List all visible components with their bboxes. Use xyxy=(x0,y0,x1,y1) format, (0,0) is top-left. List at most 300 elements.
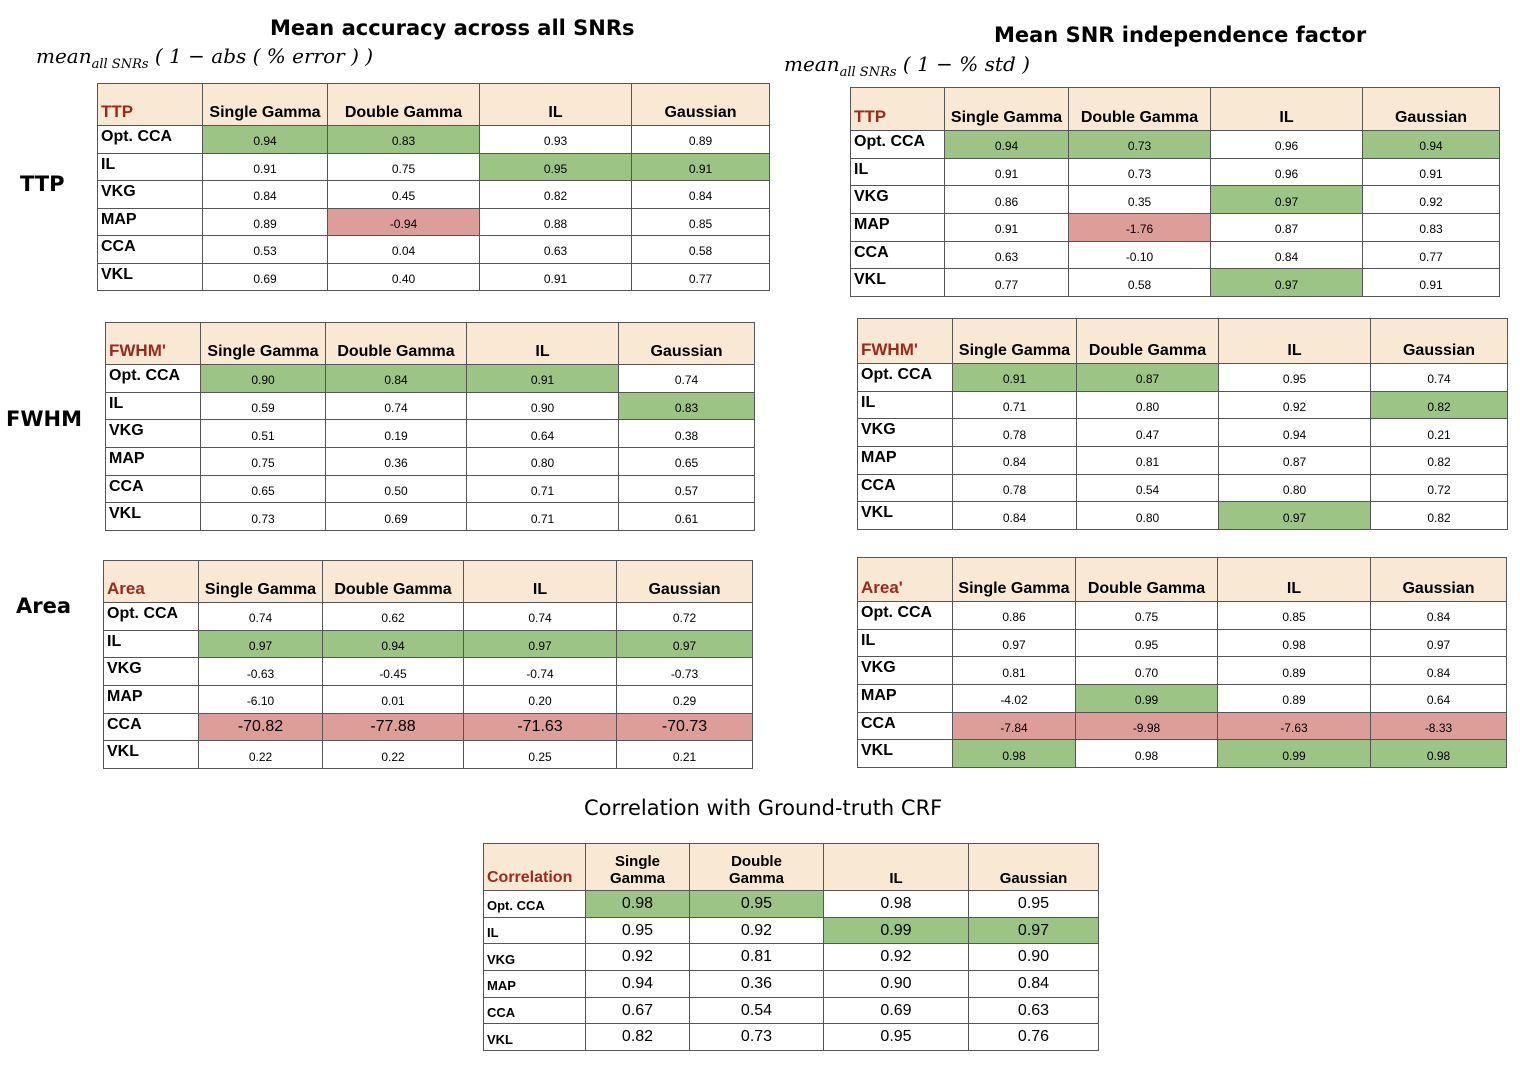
column-header-single-gamma: Single Gamma xyxy=(953,558,1076,602)
value-cell: 0.95 xyxy=(969,891,1099,918)
value-cell: 0.63 xyxy=(945,241,1069,269)
value-cell: 0.84 xyxy=(326,365,467,393)
value-cell: 0.94 xyxy=(586,971,690,998)
value-cell: -77.88 xyxy=(323,713,464,741)
value-cell: -70.73 xyxy=(617,713,753,741)
value-cell: 0.74 xyxy=(199,603,323,631)
value-cell: 0.84 xyxy=(632,181,770,209)
value-cell: 0.73 xyxy=(690,1024,824,1051)
column-header-il: IL xyxy=(480,84,632,126)
value-cell: 0.97 xyxy=(1211,269,1363,297)
column-header-gaussian: Gaussian xyxy=(1363,88,1500,131)
column-header-il: IL xyxy=(1211,88,1363,131)
value-cell: 0.91 xyxy=(632,153,770,181)
value-cell: 0.82 xyxy=(480,181,632,209)
value-cell: 0.80 xyxy=(1077,391,1219,419)
section-label-fwhm: FWHM xyxy=(6,407,82,431)
table-ttp-accuracy xyxy=(97,83,770,291)
table-header-row xyxy=(484,844,1099,891)
value-cell: 0.57 xyxy=(619,475,755,503)
table-header-row xyxy=(851,88,1500,131)
value-cell: 0.90 xyxy=(824,971,969,998)
value-cell: 0.98 xyxy=(1076,740,1218,768)
value-cell: 0.92 xyxy=(1363,186,1500,214)
column-header-single-gamma: Single Gamma xyxy=(586,844,690,891)
value-cell: 0.74 xyxy=(1371,364,1508,392)
value-cell: 0.65 xyxy=(201,475,326,503)
row-label-vkg: VKG xyxy=(104,658,199,686)
value-cell: 0.75 xyxy=(328,153,480,181)
value-cell: 0.47 xyxy=(1077,419,1219,447)
value-cell: -0.74 xyxy=(464,658,617,686)
table-fwhm-accuracy xyxy=(105,322,755,531)
column-header-il: IL xyxy=(1218,558,1371,602)
value-cell: 0.77 xyxy=(1363,241,1500,269)
value-cell: -7.63 xyxy=(1218,712,1371,740)
value-cell: 0.71 xyxy=(467,503,619,531)
table-row xyxy=(858,364,1508,392)
value-cell: 0.91 xyxy=(203,153,328,181)
formula-accuracy-rest: ( 1 − abs ( % error ) ) xyxy=(154,44,374,68)
value-cell: 0.45 xyxy=(328,181,480,209)
value-cell: -0.94 xyxy=(328,208,480,236)
value-cell: 0.85 xyxy=(1218,602,1371,630)
value-cell: 0.86 xyxy=(953,602,1076,630)
value-cell: 0.54 xyxy=(1077,474,1219,502)
row-label-cca: CCA xyxy=(106,475,201,503)
value-cell: 0.04 xyxy=(328,236,480,264)
table-correlation xyxy=(483,843,1099,1051)
value-cell: 0.72 xyxy=(1371,474,1508,502)
formula-independence-sub: all SNRs xyxy=(839,65,897,80)
value-cell: 0.64 xyxy=(467,420,619,448)
value-cell: 0.89 xyxy=(1218,685,1371,713)
value-cell: 0.83 xyxy=(1363,214,1500,242)
table-area-accuracy xyxy=(103,560,753,769)
row-label-cca: CCA xyxy=(484,997,586,1024)
value-cell: 0.95 xyxy=(690,891,824,918)
row-label-opt-cca: Opt. CCA xyxy=(484,891,586,918)
value-cell: 0.76 xyxy=(969,1024,1099,1051)
value-cell: 0.83 xyxy=(619,392,755,420)
value-cell: 0.97 xyxy=(199,630,323,658)
row-label-map: MAP xyxy=(484,971,586,998)
value-cell: 0.63 xyxy=(480,236,632,264)
value-cell: 0.92 xyxy=(586,944,690,971)
value-cell: 0.80 xyxy=(467,448,619,476)
value-cell: 0.99 xyxy=(824,917,969,944)
row-label-cca: CCA xyxy=(104,713,199,741)
table-row xyxy=(104,713,753,741)
table-row xyxy=(851,186,1500,214)
column-header-double-gamma: Double Gamma xyxy=(690,844,824,891)
column-header-single-gamma: Single Gamma xyxy=(203,84,328,126)
value-cell: 0.84 xyxy=(969,971,1099,998)
row-label-opt-cca: Opt. CCA xyxy=(858,364,953,392)
value-cell: 0.75 xyxy=(201,448,326,476)
table-row xyxy=(104,741,753,769)
value-cell: 0.82 xyxy=(1371,502,1508,530)
value-cell: 0.72 xyxy=(617,603,753,631)
column-header-single-gamma: Single Gamma xyxy=(199,561,323,603)
row-label-vkl: VKL xyxy=(851,269,945,297)
column-header-il: IL xyxy=(467,323,619,365)
row-label-opt-cca: Opt. CCA xyxy=(104,603,199,631)
table-ttp-snr-independence xyxy=(850,87,1500,297)
value-cell: 0.89 xyxy=(203,208,328,236)
value-cell: -71.63 xyxy=(464,713,617,741)
row-label-opt-cca: Opt. CCA xyxy=(858,602,953,630)
value-cell: 0.97 xyxy=(1219,502,1371,530)
value-cell: -1.76 xyxy=(1069,214,1211,242)
value-cell: 0.84 xyxy=(203,181,328,209)
table-row xyxy=(858,602,1507,630)
row-label-cca: CCA xyxy=(858,712,953,740)
table-corner-label: Correlation xyxy=(484,844,586,891)
row-label-map: MAP xyxy=(104,686,199,714)
title-mean-accuracy: Mean accuracy across all SNRs xyxy=(270,16,635,40)
value-cell: 0.77 xyxy=(945,269,1069,297)
value-cell: 0.69 xyxy=(326,503,467,531)
row-label-vkg: VKG xyxy=(858,419,953,447)
value-cell: -9.98 xyxy=(1076,712,1218,740)
row-label-il: IL xyxy=(106,392,201,420)
value-cell: 0.38 xyxy=(619,420,755,448)
table-row xyxy=(858,447,1508,475)
table-row xyxy=(98,236,770,264)
title-correlation: Correlation with Ground-truth CRF xyxy=(584,796,943,820)
value-cell: -0.10 xyxy=(1069,241,1211,269)
table-corner-label: Area' xyxy=(858,558,953,602)
table-area-snr-independence xyxy=(857,557,1507,768)
value-cell: 0.67 xyxy=(586,997,690,1024)
value-cell: 0.97 xyxy=(953,629,1076,657)
value-cell: 0.94 xyxy=(323,630,464,658)
table-corner-label: TTP xyxy=(98,84,203,126)
value-cell: -7.84 xyxy=(953,712,1076,740)
value-cell: -0.63 xyxy=(199,658,323,686)
table-row xyxy=(858,629,1507,657)
table-row xyxy=(858,712,1507,740)
table-row xyxy=(484,917,1099,944)
table-row xyxy=(106,448,755,476)
table-header-row xyxy=(106,323,755,365)
column-header-gaussian: Gaussian xyxy=(969,844,1099,891)
value-cell: 0.21 xyxy=(617,741,753,769)
row-label-cca: CCA xyxy=(851,241,945,269)
value-cell: 0.98 xyxy=(953,740,1076,768)
value-cell: -0.73 xyxy=(617,658,753,686)
value-cell: 0.97 xyxy=(969,917,1099,944)
value-cell: 0.71 xyxy=(953,391,1077,419)
formula-independence xyxy=(784,52,1030,80)
row-label-il: IL xyxy=(851,158,945,186)
value-cell: 0.99 xyxy=(1218,740,1371,768)
table-header-row xyxy=(104,561,753,603)
value-cell: 0.90 xyxy=(969,944,1099,971)
value-cell: 0.91 xyxy=(1363,158,1500,186)
value-cell: 0.74 xyxy=(464,603,617,631)
value-cell: -0.45 xyxy=(323,658,464,686)
row-label-vkg: VKG xyxy=(858,657,953,685)
value-cell: 0.21 xyxy=(1371,419,1508,447)
row-label-vkl: VKL xyxy=(484,1024,586,1051)
value-cell: 0.71 xyxy=(467,475,619,503)
table-row xyxy=(858,740,1507,768)
value-cell: 0.84 xyxy=(1371,657,1507,685)
row-label-cca: CCA xyxy=(858,474,953,502)
column-header-il: IL xyxy=(824,844,969,891)
table-row xyxy=(484,971,1099,998)
row-label-vkg: VKG xyxy=(98,181,203,209)
value-cell: 0.73 xyxy=(201,503,326,531)
value-cell: 0.70 xyxy=(1076,657,1218,685)
column-header-gaussian: Gaussian xyxy=(617,561,753,603)
title-snr-independence: Mean SNR independence factor xyxy=(994,23,1367,47)
table-row xyxy=(851,131,1500,159)
table-row xyxy=(98,181,770,209)
row-label-map: MAP xyxy=(106,448,201,476)
value-cell: 0.22 xyxy=(199,741,323,769)
table-row xyxy=(851,214,1500,242)
value-cell: 0.84 xyxy=(1211,241,1363,269)
value-cell: 0.92 xyxy=(690,917,824,944)
value-cell: 0.53 xyxy=(203,236,328,264)
table-corner-label: Area xyxy=(104,561,199,603)
row-label-il: IL xyxy=(858,629,953,657)
value-cell: 0.91 xyxy=(480,263,632,291)
row-label-cca: CCA xyxy=(98,236,203,264)
value-cell: 0.81 xyxy=(690,944,824,971)
value-cell: 0.78 xyxy=(953,419,1077,447)
table-corner-label: TTP xyxy=(851,88,945,131)
value-cell: 0.91 xyxy=(945,214,1069,242)
table-row xyxy=(98,153,770,181)
table-row xyxy=(851,158,1500,186)
value-cell: 0.64 xyxy=(1371,685,1507,713)
value-cell: 0.40 xyxy=(328,263,480,291)
table-row xyxy=(106,475,755,503)
column-header-double-gamma: Double Gamma xyxy=(326,323,467,365)
table-row xyxy=(858,685,1507,713)
value-cell: 0.75 xyxy=(1076,602,1218,630)
value-cell: 0.36 xyxy=(326,448,467,476)
table-header-row xyxy=(858,558,1507,602)
table-row xyxy=(484,997,1099,1024)
table-row xyxy=(858,502,1508,530)
table-row xyxy=(851,269,1500,297)
value-cell: 0.35 xyxy=(1069,186,1211,214)
value-cell: 0.74 xyxy=(619,365,755,393)
formula-accuracy xyxy=(36,44,373,72)
value-cell: 0.82 xyxy=(1371,391,1508,419)
value-cell: -6.10 xyxy=(199,686,323,714)
row-label-vkl: VKL xyxy=(106,503,201,531)
value-cell: 0.92 xyxy=(824,944,969,971)
value-cell: 0.91 xyxy=(467,365,619,393)
column-header-il: IL xyxy=(464,561,617,603)
value-cell: 0.89 xyxy=(1218,657,1371,685)
value-cell: 0.92 xyxy=(1219,391,1371,419)
value-cell: 0.91 xyxy=(945,158,1069,186)
table-row xyxy=(484,1024,1099,1051)
value-cell: 0.95 xyxy=(1219,364,1371,392)
value-cell: 0.19 xyxy=(326,420,467,448)
value-cell: 0.80 xyxy=(1219,474,1371,502)
column-header-single-gamma: Single Gamma xyxy=(945,88,1069,131)
column-header-single-gamma: Single Gamma xyxy=(201,323,326,365)
value-cell: 0.22 xyxy=(323,741,464,769)
value-cell: 0.95 xyxy=(824,1024,969,1051)
value-cell: 0.95 xyxy=(586,917,690,944)
column-header-double-gamma: Double Gamma xyxy=(1077,319,1219,364)
table-row xyxy=(106,392,755,420)
value-cell: 0.99 xyxy=(1076,685,1218,713)
value-cell: 0.81 xyxy=(953,657,1076,685)
value-cell: 0.20 xyxy=(464,686,617,714)
value-cell: 0.94 xyxy=(203,126,328,154)
table-row xyxy=(98,126,770,154)
value-cell: 0.98 xyxy=(1371,740,1507,768)
table-row xyxy=(104,686,753,714)
table-row xyxy=(858,657,1507,685)
value-cell: 0.29 xyxy=(617,686,753,714)
value-cell: 0.69 xyxy=(203,263,328,291)
value-cell: 0.84 xyxy=(953,502,1077,530)
table-header-row xyxy=(98,84,770,126)
column-header-gaussian: Gaussian xyxy=(632,84,770,126)
value-cell: 0.97 xyxy=(1371,629,1507,657)
table-corner-label: FWHM' xyxy=(858,319,953,364)
row-label-vkg: VKG xyxy=(484,944,586,971)
row-label-map: MAP xyxy=(851,214,945,242)
value-cell: -8.33 xyxy=(1371,712,1507,740)
value-cell: 0.96 xyxy=(1211,131,1363,159)
value-cell: 0.50 xyxy=(326,475,467,503)
value-cell: 0.84 xyxy=(1371,602,1507,630)
column-header-il: IL xyxy=(1219,319,1371,364)
value-cell: 0.74 xyxy=(326,392,467,420)
row-label-il: IL xyxy=(98,153,203,181)
value-cell: 0.91 xyxy=(953,364,1077,392)
value-cell: 0.94 xyxy=(1219,419,1371,447)
value-cell: 0.97 xyxy=(617,630,753,658)
table-row xyxy=(104,603,753,631)
value-cell: 0.58 xyxy=(632,236,770,264)
table-row xyxy=(851,241,1500,269)
row-label-il: IL xyxy=(104,630,199,658)
formula-accuracy-sub: all SNRs xyxy=(91,57,149,72)
value-cell: 0.83 xyxy=(328,126,480,154)
value-cell: 0.63 xyxy=(969,997,1099,1024)
value-cell: 0.87 xyxy=(1219,447,1371,475)
row-label-il: IL xyxy=(858,391,953,419)
value-cell: 0.84 xyxy=(953,447,1077,475)
table-fwhm-snr-independence xyxy=(857,318,1508,530)
value-cell: 0.90 xyxy=(467,392,619,420)
value-cell: -4.02 xyxy=(953,685,1076,713)
column-header-gaussian: Gaussian xyxy=(619,323,755,365)
section-label-area: Area xyxy=(16,594,72,618)
column-header-double-gamma: Double Gamma xyxy=(1069,88,1211,131)
value-cell: 0.77 xyxy=(632,263,770,291)
table-row xyxy=(106,503,755,531)
value-cell: 0.85 xyxy=(632,208,770,236)
row-label-opt-cca: Opt. CCA xyxy=(98,126,203,154)
column-header-gaussian: Gaussian xyxy=(1371,319,1508,364)
value-cell: 0.93 xyxy=(480,126,632,154)
value-cell: 0.65 xyxy=(619,448,755,476)
table-row xyxy=(858,419,1508,447)
table-row xyxy=(858,474,1508,502)
column-header-gaussian: Gaussian xyxy=(1371,558,1507,602)
value-cell: 0.89 xyxy=(632,126,770,154)
table-row xyxy=(98,263,770,291)
row-label-il: IL xyxy=(484,917,586,944)
value-cell: 0.86 xyxy=(945,186,1069,214)
row-label-vkl: VKL xyxy=(104,741,199,769)
value-cell: 0.36 xyxy=(690,971,824,998)
row-label-map: MAP xyxy=(858,447,953,475)
formula-independence-rest: ( 1 − % std ) xyxy=(902,52,1030,76)
value-cell: 0.97 xyxy=(464,630,617,658)
column-header-double-gamma: Double Gamma xyxy=(328,84,480,126)
value-cell: 0.98 xyxy=(1218,629,1371,657)
row-label-map: MAP xyxy=(858,685,953,713)
table-header-row xyxy=(858,319,1508,364)
formula-independence-base: mean xyxy=(784,52,840,76)
value-cell: 0.59 xyxy=(201,392,326,420)
value-cell: 0.80 xyxy=(1077,502,1219,530)
row-label-opt-cca: Opt. CCA xyxy=(106,365,201,393)
value-cell: 0.94 xyxy=(1363,131,1500,159)
value-cell: 0.87 xyxy=(1077,364,1219,392)
value-cell: 0.94 xyxy=(945,131,1069,159)
value-cell: 0.61 xyxy=(619,503,755,531)
value-cell: 0.88 xyxy=(480,208,632,236)
column-header-single-gamma: Single Gamma xyxy=(953,319,1077,364)
table-row xyxy=(484,891,1099,918)
value-cell: 0.51 xyxy=(201,420,326,448)
table-corner-label: FWHM' xyxy=(106,323,201,365)
row-label-vkl: VKL xyxy=(98,263,203,291)
value-cell: 0.96 xyxy=(1211,158,1363,186)
value-cell: 0.91 xyxy=(1363,269,1500,297)
table-row xyxy=(106,365,755,393)
value-cell: 0.97 xyxy=(1211,186,1363,214)
table-row xyxy=(106,420,755,448)
value-cell: 0.81 xyxy=(1077,447,1219,475)
row-label-vkg: VKG xyxy=(106,420,201,448)
value-cell: 0.82 xyxy=(586,1024,690,1051)
value-cell: 0.73 xyxy=(1069,158,1211,186)
value-cell: 0.62 xyxy=(323,603,464,631)
formula-accuracy-base: mean xyxy=(36,44,92,68)
row-label-vkl: VKL xyxy=(858,740,953,768)
value-cell: 0.69 xyxy=(824,997,969,1024)
table-row xyxy=(98,208,770,236)
table-row xyxy=(484,944,1099,971)
value-cell: 0.54 xyxy=(690,997,824,1024)
column-header-double-gamma: Double Gamma xyxy=(1076,558,1218,602)
value-cell: 0.98 xyxy=(586,891,690,918)
value-cell: 0.98 xyxy=(824,891,969,918)
value-cell: 0.82 xyxy=(1371,447,1508,475)
value-cell: 0.58 xyxy=(1069,269,1211,297)
row-label-vkg: VKG xyxy=(851,186,945,214)
table-row xyxy=(858,391,1508,419)
value-cell: 0.87 xyxy=(1211,214,1363,242)
